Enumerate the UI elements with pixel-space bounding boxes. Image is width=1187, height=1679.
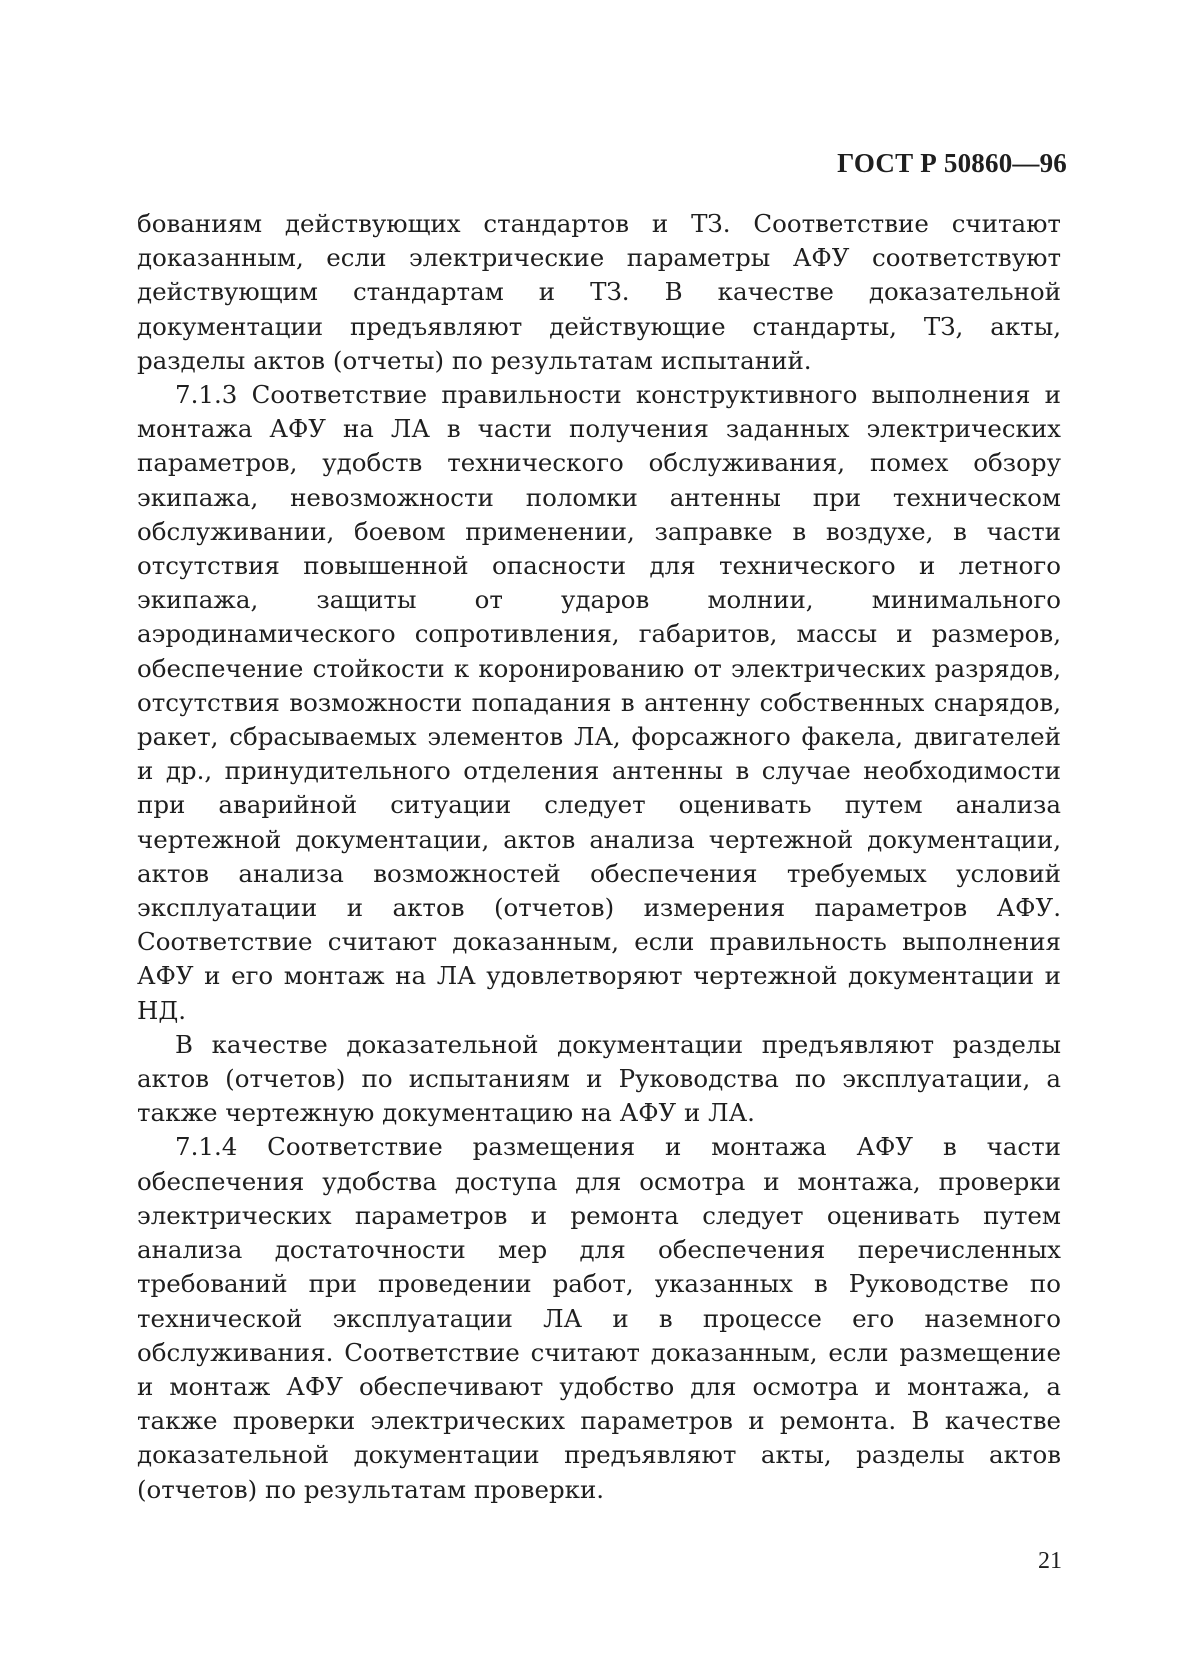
- paragraph-evidence-docs: В качестве доказательной документации предъявляют разделы актов (отчетов) по испытаниям и Руководства по эксплуатации, а также чертежную документацию на АФУ и ЛА.: [137, 1029, 1061, 1128]
- paragraph-continuation: бованиям действующих стандартов и ТЗ. Соответствие считают доказанным, если электрические параметры АФУ соответствуют действующим стандартам и ТЗ. В качестве доказательной документации предъявляют действующие стандарты, ТЗ, акты, разделы актов (отчеты) по результатам испытаний.: [137, 209, 1061, 375]
- page-number: 21: [1038, 1548, 1062, 1574]
- document-code-header: ГОСТ Р 50860—96: [837, 148, 1067, 178]
- document-body: [137, 207, 1061, 1507]
- paragraph-7-1-4: 7.1.4 Соответствие размещения и монтажа АФУ в части обеспечения удобства доступа для осмотра и монтажа, проверки электрических параметров и ремонта следует оценивать путем анализа достаточности мер для обеспечения перечисленных требований при проведении работ, указанных в Руководстве по технической эксплуатации ЛА и в процессе его наземного обслуживания. Соответствие считают доказанным, если размещение и монтаж АФУ обеспечивают удобство для осмотра и монтажа, а также проверки электрических параметров и ремонта. В качестве доказательной документации предъявляют акты, разделы актов (отчетов) по результатам проверки.: [137, 1132, 1061, 1504]
- paragraph-7-1-3: 7.1.3 Соответствие правильности конструктивного выполнения и монтажа АФУ на ЛА в части получения заданных электрических параметров, удобств технического обслуживания, помех обзору экипажа, невозможности поломки антенны при техническом обслуживании, боевом применении, заправке в воздухе, в части отсутствия повышенной опасности для технического и летного экипажа, защиты от ударов молнии, минимального аэродинамического сопротивления, габаритов, массы и размеров, обеспечение стойкости к коронированию от электрических разрядов, отсутствия возможности попадания в антенну собственных снарядов, ракет, сбрасываемых элементов ЛА, форсажного факела, двигателей и др., принудительного отделения антенны в случае необходимости при аварийной ситуации следует оценивать путем анализа чертежной документации, актов анализа чертежной документации, актов анализа возможностей обеспечения требуемых условий эксплуатации и актов (отчетов) измерения параметров АФУ. Соответствие считают доказанным, если правильность выполнения АФУ и его монтаж на ЛА удовлетворяют чертежной документации и НД.: [137, 380, 1061, 1025]
